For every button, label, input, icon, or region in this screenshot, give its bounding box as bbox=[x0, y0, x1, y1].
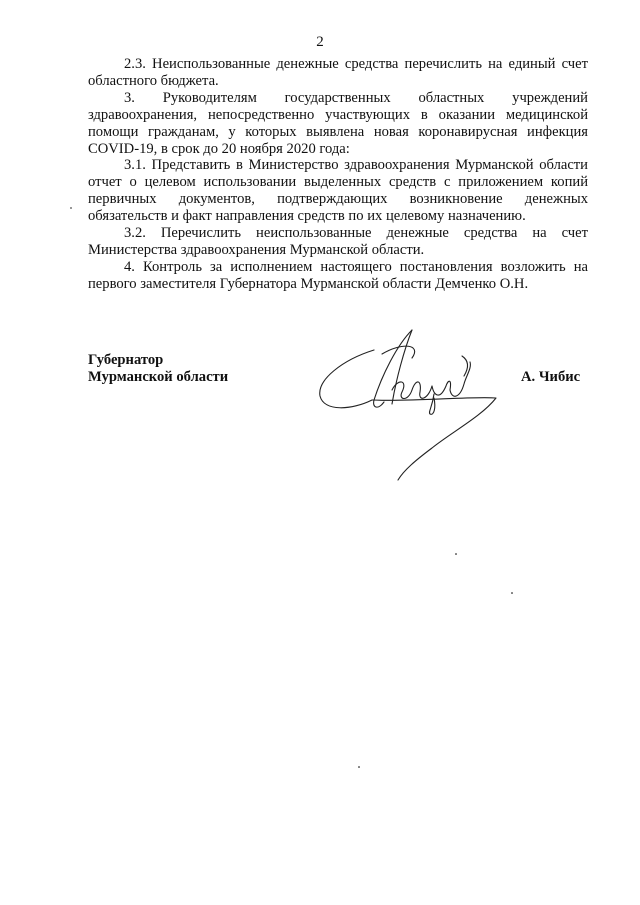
document-body bbox=[88, 56, 588, 293]
scan-speck bbox=[358, 766, 360, 768]
paragraph-4: 4. Контроль за исполнением настоящего постановления возложить на первого заместителя Губернатора Мурманской области Демченко О.Н. bbox=[88, 258, 588, 292]
scan-speck bbox=[70, 207, 72, 209]
paragraph-3-2: 3.2. Перечислить неиспользованные денежные средства на счет Министерства здравоохранения Мурманской области. bbox=[88, 225, 588, 258]
scan-speck bbox=[455, 553, 457, 555]
signatory-title bbox=[88, 352, 228, 386]
paragraph-2-3: 2.3. Неиспользованные денежные средства перечислить на единый счет областного бюджета. bbox=[88, 56, 588, 89]
page-number: 2 bbox=[316, 34, 324, 50]
signatory-name: А. Чибис bbox=[521, 369, 581, 385]
paragraph-3: 3. Руководителям государственных областных учреждений здравоохранения, непосредственно участвующих в оказании медицинской помощи гражданам, у которых выявлена новая коронавирусная инфекция COVID-19, в срок до 20 ноября 2020 года: bbox=[88, 89, 588, 157]
signatory-title-line2: Мурманской области bbox=[88, 369, 229, 385]
paragraph-3-1: 3.1. Представить в Министерство здравоохранения Мурманской области отчет о целевом использовании выделенных средств с приложением копий первичных документов, подтверждающих возникновение денежных обязательств и факт направления средств по их целевому назначению. bbox=[88, 157, 588, 225]
signatory-title-line1: Губернатор bbox=[88, 352, 164, 368]
handwritten-signature-icon bbox=[312, 320, 512, 490]
scan-speck bbox=[511, 592, 513, 594]
